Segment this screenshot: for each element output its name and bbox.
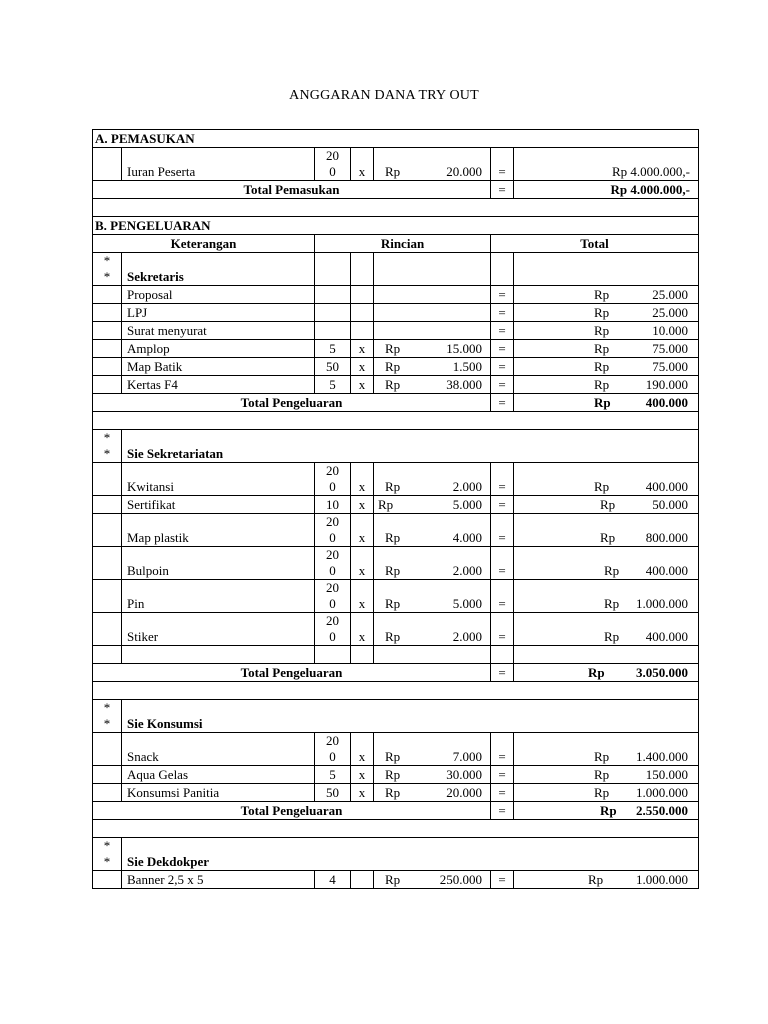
total-value: Rp 3.050.000 (514, 664, 699, 682)
item-equals: = (491, 784, 514, 802)
total-label: Total Pengeluaran (93, 664, 491, 682)
item-unit-price: Rp 4.000 (374, 514, 491, 547)
item-times: x (351, 496, 374, 514)
total-label: Total Pengeluaran (93, 802, 491, 820)
item-times: x (351, 340, 374, 358)
item-equals: = (491, 580, 514, 613)
spacer-row (93, 646, 699, 664)
item-times: x (351, 148, 374, 181)
item-unit-price: Rp 38.000 (374, 376, 491, 394)
item-times: x (351, 733, 374, 766)
item-unit-price: Rp 20.000 (374, 148, 491, 181)
table-row (93, 613, 699, 646)
item-desc: Kwitansi (122, 463, 315, 496)
item-equals: = (491, 322, 514, 340)
item-times: x (351, 784, 374, 802)
item-total: Rp 190.000 (514, 376, 699, 394)
item-total: Rp 25.000 (514, 286, 699, 304)
item-equals: = (491, 463, 514, 496)
item-desc: Iuran Peserta (122, 148, 315, 181)
spacer-row (93, 820, 699, 838)
item-total: Rp 1.000.000 (514, 871, 699, 889)
item-qty: 20 0 (315, 148, 351, 181)
item-desc: Proposal (122, 286, 315, 304)
item-desc: Pin (122, 580, 315, 613)
total-equals: = (491, 802, 514, 820)
group-name: Sie Konsumsi (122, 700, 699, 733)
item-total: Rp 75.000 (514, 358, 699, 376)
item-unit-price: Rp 1.500 (374, 358, 491, 376)
item-times: x (351, 376, 374, 394)
item-total: Rp 10.000 (514, 322, 699, 340)
item-qty: 20 0 (315, 547, 351, 580)
item-times: x (351, 580, 374, 613)
item-qty: 20 0 (315, 580, 351, 613)
total-equals: = (491, 394, 514, 412)
item-total: Rp 150.000 (514, 766, 699, 784)
item-unit-price: Rp 20.000 (374, 784, 491, 802)
section-title-pemasukan: A. PEMASUKAN (93, 130, 699, 148)
table-row (93, 376, 699, 394)
item-qty: 20 0 (315, 733, 351, 766)
item-total: Rp 400.000 (514, 463, 699, 496)
item-total: Rp 4.000.000,- (514, 148, 699, 181)
section-title-pengeluaran: B. PENGELUARAN (93, 217, 699, 235)
item-desc: Sertifikat (122, 496, 315, 514)
group-header-row (93, 430, 699, 463)
table-row (93, 148, 699, 181)
item-equals: = (491, 286, 514, 304)
total-value: Rp 4.000.000,- (514, 181, 699, 199)
total-label: Total Pemasukan (93, 181, 491, 199)
spacer-row (93, 199, 699, 217)
item-total: Rp 1.400.000 (514, 733, 699, 766)
item-unit-price: Rp 2.000 (374, 463, 491, 496)
spacer-row (93, 412, 699, 430)
item-qty: 20 0 (315, 463, 351, 496)
group-header-row (93, 700, 699, 733)
group-name: Sekretaris (122, 253, 315, 286)
table-row (93, 340, 699, 358)
item-total: Rp 400.000 (514, 613, 699, 646)
spacer-row (93, 682, 699, 700)
item-desc: LPJ (122, 304, 315, 322)
total-value: Rp 400.000 (514, 394, 699, 412)
column-header-keterangan: Keterangan (93, 235, 315, 253)
item-total: Rp 25.000 (514, 304, 699, 322)
table-row (93, 496, 699, 514)
table-row (93, 733, 699, 766)
column-header-total: Total (491, 235, 699, 253)
item-total: Rp 800.000 (514, 514, 699, 547)
group-header-row (93, 838, 699, 871)
table-row (93, 766, 699, 784)
item-desc: Snack (122, 733, 315, 766)
item-equals: = (491, 358, 514, 376)
table-row (93, 871, 699, 889)
item-equals: = (491, 733, 514, 766)
item-unit-price: Rp 15.000 (374, 340, 491, 358)
item-desc: Banner 2,5 x 5 (122, 871, 315, 889)
total-value: Rp 2.550.000 (514, 802, 699, 820)
item-equals: = (491, 871, 514, 889)
item-desc: Konsumsi Panitia (122, 784, 315, 802)
group-name: Sie Sekretariatan (122, 430, 699, 463)
item-desc: Stiker (122, 613, 315, 646)
item-equals: = (491, 148, 514, 181)
item-total: Rp 1.000.000 (514, 580, 699, 613)
item-times: x (351, 613, 374, 646)
item-qty: 20 0 (315, 613, 351, 646)
item-equals: = (491, 496, 514, 514)
item-qty: 20 0 (315, 514, 351, 547)
bullet-star: * * (93, 430, 122, 463)
item-times (351, 871, 374, 889)
item-equals: = (491, 613, 514, 646)
page-title: ANGGARAN DANA TRY OUT (289, 88, 479, 103)
item-total: Rp 400.000 (514, 547, 699, 580)
total-row (93, 181, 699, 199)
item-qty: 50 (315, 784, 351, 802)
section-header-row (93, 130, 699, 148)
item-qty: 50 (315, 358, 351, 376)
item-desc: Surat menyurat (122, 322, 315, 340)
column-header-rincian: Rincian (315, 235, 491, 253)
column-header-row (93, 235, 699, 253)
item-qty: 5 (315, 376, 351, 394)
item-times: x (351, 766, 374, 784)
table-row (93, 514, 699, 547)
item-unit-price: Rp 250.000 (374, 871, 491, 889)
section-header-row (93, 217, 699, 235)
table-row (93, 304, 699, 322)
total-row (93, 664, 699, 682)
item-unit-price: Rp 2.000 (374, 613, 491, 646)
total-equals: = (491, 664, 514, 682)
group-name: Sie Dekdokper (122, 838, 699, 871)
item-desc: Aqua Gelas (122, 766, 315, 784)
group-header-row (93, 253, 699, 286)
item-unit-price: Rp 7.000 (374, 733, 491, 766)
total-row (93, 802, 699, 820)
item-equals: = (491, 766, 514, 784)
item-equals: = (491, 547, 514, 580)
table-row (93, 322, 699, 340)
item-total: Rp 1.000.000 (514, 784, 699, 802)
table-row (93, 463, 699, 496)
item-total: Rp 75.000 (514, 340, 699, 358)
item-unit-price: Rp 2.000 (374, 547, 491, 580)
item-equals: = (491, 304, 514, 322)
item-times: x (351, 547, 374, 580)
table-row (93, 358, 699, 376)
total-row (93, 394, 699, 412)
table-row (93, 286, 699, 304)
bullet-star: * * (93, 700, 122, 733)
table-row (93, 784, 699, 802)
item-equals: = (491, 514, 514, 547)
item-qty: 5 (315, 766, 351, 784)
item-equals: = (491, 376, 514, 394)
item-qty: 10 (315, 496, 351, 514)
item-unit-price: Rp 30.000 (374, 766, 491, 784)
item-equals: = (491, 340, 514, 358)
item-desc: Map plastik (122, 514, 315, 547)
item-desc: Bulpoin (122, 547, 315, 580)
bullet-star: * * (93, 253, 122, 286)
item-times: x (351, 358, 374, 376)
budget-table (92, 129, 699, 889)
item-times: x (351, 463, 374, 496)
item-qty: 4 (315, 871, 351, 889)
item-desc: Kertas F4 (122, 376, 315, 394)
table-row (93, 547, 699, 580)
item-total: Rp 50.000 (514, 496, 699, 514)
item-qty: 5 (315, 340, 351, 358)
table-row (93, 580, 699, 613)
total-label: Total Pengeluaran (93, 394, 491, 412)
total-equals: = (491, 181, 514, 199)
bullet-star: * * (93, 838, 122, 871)
item-times: x (351, 514, 374, 547)
item-desc: Amplop (122, 340, 315, 358)
item-unit-price: Rp 5.000 (374, 580, 491, 613)
item-unit-price: Rp 5.000 (374, 496, 491, 514)
item-desc: Map Batik (122, 358, 315, 376)
